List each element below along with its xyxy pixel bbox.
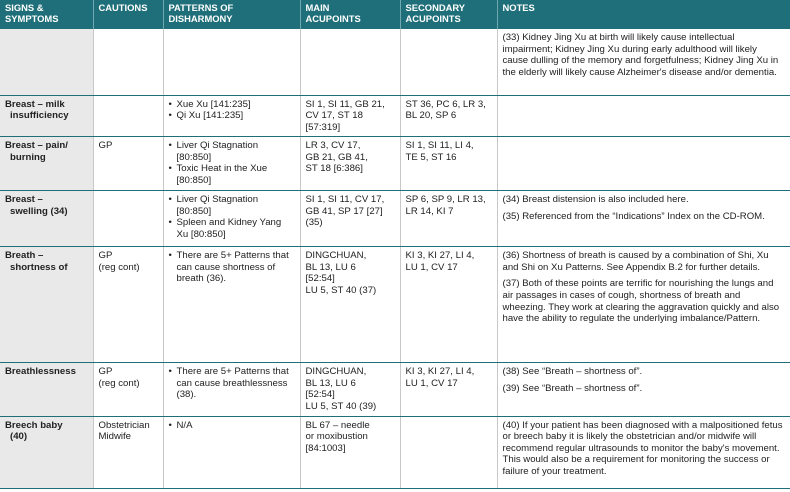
cautions-cell: GP (reg cont) <box>93 247 163 363</box>
header-cautions: CAUTIONS <box>93 0 163 29</box>
symptom-cell: Breathlessness <box>0 363 93 416</box>
header-symptoms: SIGNS & SYMPTOMS <box>0 0 93 29</box>
table-row <box>0 137 790 191</box>
pattern-item: • Xue Xu [141:235] <box>169 99 295 111</box>
pattern-item: • There are 5+ Patterns that can cause shortness of breath (36). <box>169 250 295 285</box>
main-acupoints-cell: SI 1, SI 11, GB 21, CV 17, ST 18 [57:319] <box>300 95 400 137</box>
notes-cell <box>497 95 790 137</box>
cautions-cell: Obstetrician Midwife <box>93 416 163 488</box>
symptom-cell: Breast – swelling (34) <box>0 191 93 247</box>
patterns-cell <box>163 137 300 191</box>
main-acupoints-cell: LR 3, CV 17, GB 21, GB 41, ST 18 [6:386] <box>300 137 400 191</box>
secondary-acupoints-cell: SP 6, SP 9, LR 13, LR 14, KI 7 <box>400 191 497 247</box>
notes-cell <box>497 416 790 488</box>
pattern-item: • There are 5+ Patterns that can cause breathlessness (38). <box>169 366 295 401</box>
table-row <box>0 29 790 95</box>
note-text: (35) Referenced from the “Indications” Index on the CD-ROM. <box>502 210 765 222</box>
symptom-cell: Breast – pain/ burning <box>0 137 93 191</box>
secondary-acupoints-cell <box>400 29 497 95</box>
symptom-cell: Breast – milk insufficiency <box>0 95 93 137</box>
main-acupoints-cell: DINGCHUAN, BL 13, LU 6 [52:54] LU 5, ST 40 (37) <box>300 247 400 363</box>
notes-cell <box>497 191 790 247</box>
patterns-cell <box>163 416 300 488</box>
secondary-acupoints-cell: KI 3, KI 27, LI 4, LU 1, CV 17 <box>400 247 497 363</box>
main-acupoints-cell: SI 1, SI 11, CV 17, GB 41, SP 17 [27] (35) <box>300 191 400 247</box>
pattern-item: • Qi Xu [141:235] <box>169 110 295 122</box>
main-acupoints-cell <box>300 29 400 95</box>
patterns-cell <box>163 95 300 137</box>
table-row <box>0 416 790 488</box>
cautions-cell <box>93 191 163 247</box>
table-row <box>0 191 790 247</box>
notes-cell <box>497 29 790 95</box>
secondary-acupoints-cell: KI 3, KI 27, LI 4, LU 1, CV 17 <box>400 363 497 416</box>
notes-cell <box>497 137 790 191</box>
header-main-acupoints: MAIN ACUPOINTS <box>300 0 400 29</box>
table-row <box>0 95 790 137</box>
note-text: (38) See “Breath – shortness of”. <box>502 366 643 378</box>
cautions-cell <box>93 29 163 95</box>
secondary-acupoints-cell: SI 1, SI 11, LI 4, TE 5, ST 16 <box>400 137 497 191</box>
pattern-item: • Toxic Heat in the Xue [80:850] <box>169 163 295 186</box>
notes-cell <box>497 363 790 416</box>
header-secondary-acupoints: SECONDARY ACUPOINTS <box>400 0 497 29</box>
notes-cell <box>497 247 790 363</box>
symptom-cell <box>0 29 93 95</box>
note-text: (40) If your patient has been diagnosed with a malpositioned fetus or breech baby it is likely the obstetrician and/or midwife will recommend regular ultrasounds to monitor the baby's movement. This would also be a requirement for monitoring the success or failure of your treatment. <box>502 419 783 478</box>
secondary-acupoints-cell: ST 36, PC 6, LR 3, BL 20, SP 6 <box>400 95 497 137</box>
patterns-cell <box>163 247 300 363</box>
main-acupoints-cell: BL 67 – needle or moxibustion [84:1003] <box>300 416 400 488</box>
pattern-item: • Liver Qi Stagnation [80:850] <box>169 194 295 217</box>
symptom-cell: Breech baby (40) <box>0 416 93 488</box>
patterns-cell <box>163 363 300 416</box>
header-patterns: PATTERNS OF DISHARMONY <box>163 0 300 29</box>
cautions-cell: GP <box>93 137 163 191</box>
note-text: (33) Kidney Jing Xu at birth will likely cause intellectual impairment; Kidney Jing Xu during early adulthood will likely cause dulling of the memory and forgetfulness; Kidney Jing Xu in the elderly will likely cause Alzheimer's disease and/or dementia. <box>502 32 779 78</box>
header-notes: NOTES <box>497 0 790 29</box>
note-text: (36) Shortness of breath is caused by a combination of Shi, Xu and Shi on Xu Patterns. See Appendix B.2 for further details. <box>502 250 769 273</box>
cautions-cell <box>93 95 163 137</box>
note-text: (39) See “Breath – shortness of”. <box>502 382 643 394</box>
table-row <box>0 247 790 363</box>
header-row <box>0 0 790 29</box>
pattern-item: • Liver Qi Stagnation [80:850] <box>169 140 295 163</box>
patterns-cell <box>163 191 300 247</box>
note-text: (37) Both of these points are terrific for nourishing the lungs and air passages in cases of cough, shortness of breath and wheezing. They work at clearing the aggravation quickly and also have the ability to regulate the underlying imbalance/Pattern. <box>502 278 780 325</box>
secondary-acupoints-cell <box>400 416 497 488</box>
pattern-item: • N/A <box>169 420 295 432</box>
table-row <box>0 363 790 416</box>
symptom-cell: Breath – shortness of <box>0 247 93 363</box>
cautions-cell: GP (reg cont) <box>93 363 163 416</box>
note-text: (34) Breast distension is also included here. <box>502 194 689 206</box>
pattern-item: • Spleen and Kidney Yang Xu [80:850] <box>169 217 295 240</box>
patterns-cell <box>163 29 300 95</box>
main-acupoints-cell: DINGCHUAN, BL 13, LU 6 [52:54] LU 5, ST 40 (39) <box>300 363 400 416</box>
